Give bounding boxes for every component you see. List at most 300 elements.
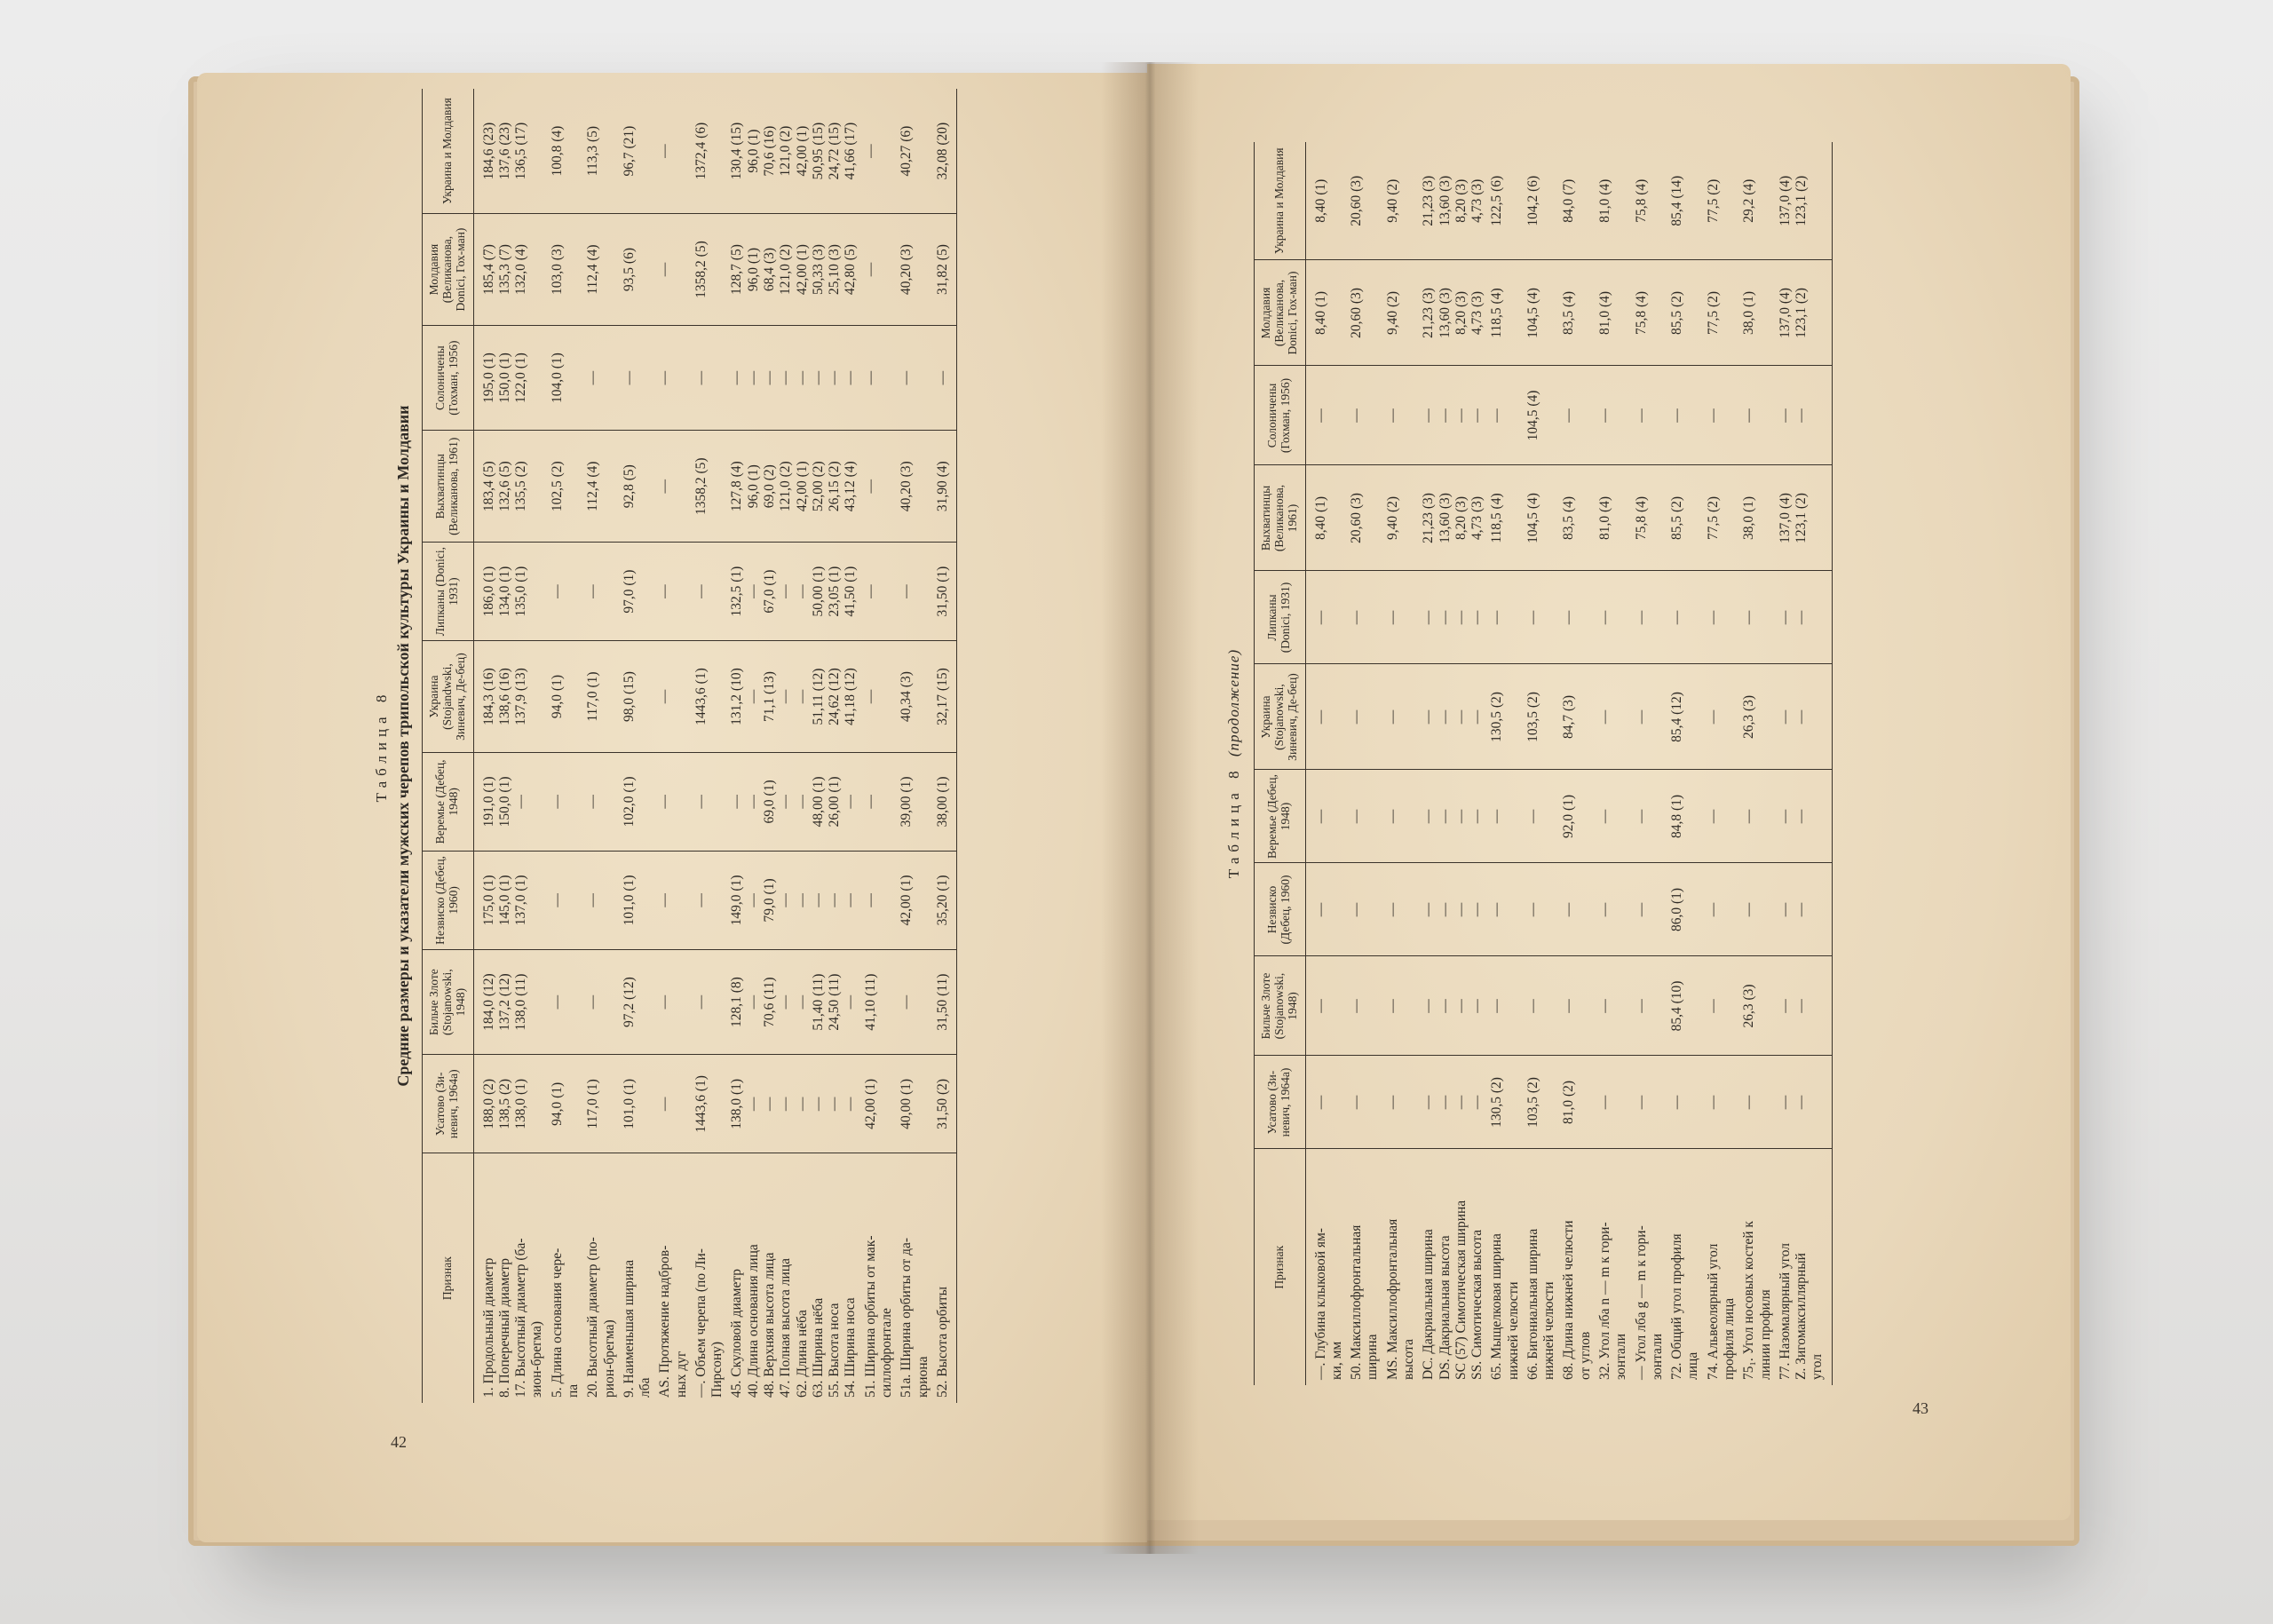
value-cell: —	[897, 543, 933, 641]
value-cell: 103,5 (2)	[1524, 664, 1560, 770]
feature-name-cell: — Угол лба g — m к гори- зонтали	[1633, 1225, 1665, 1380]
value-cell: —	[1487, 366, 1524, 465]
table-row	[692, 89, 728, 1403]
value-cell: 31,82 (5)	[933, 214, 957, 326]
value-cell: 98,0 (15)	[620, 641, 656, 753]
value-cell: 101,0 (1)	[620, 1055, 656, 1153]
value-cell: 184,3 (16) 138,6 (16) 137,9 (13)	[473, 641, 548, 753]
value-cell: 112,4 (4)	[583, 214, 620, 326]
value-cell: 39,00 (1)	[897, 752, 933, 851]
value-cell: —	[655, 325, 692, 430]
value-cell: 132,5 (1) — 67,0 (1) — — 50,00 (1) 23,05 (1) 41,50 (1)	[727, 543, 860, 641]
feature-name-cell: 50. Максиллофронтальная ширина	[1349, 1224, 1381, 1380]
value-cell: 81,0 (2)	[1559, 1056, 1596, 1149]
value-cell: —	[1704, 571, 1740, 664]
value-cell: —	[1596, 571, 1632, 664]
feature-name-cell: 20. Высотный диаметр (по- рион-брегма)	[585, 1237, 617, 1398]
value-cell: 137,0 (4) 123,1 (2)	[1776, 260, 1832, 366]
feature-name-cell: 74. Альвеолярный угол профиля лица	[1705, 1243, 1737, 1380]
value-cell: 85,4 (10)	[1667, 956, 1704, 1056]
left-page-content	[373, 89, 1101, 1403]
value-cell: —	[1596, 956, 1632, 1056]
column-header-sample: Липканы (Donici, 1931)	[423, 543, 474, 641]
column-header-sample: Усатово (Зи-невич, 1964а)	[1255, 1056, 1306, 1149]
feature-name-cell: 68. Длина нижней челюсти от углов	[1561, 1220, 1593, 1380]
value-cell: — —	[1776, 863, 1832, 956]
value-cell: 130,4 (15) 96,0 (1) 70,6 (16) 121,0 (2) 42,00 (1) 50,95 (15) 24,72 (15) 41,66 (17)	[727, 89, 860, 214]
table-row	[933, 89, 957, 1403]
value-cell: —	[1596, 863, 1632, 956]
value-cell: 128,7 (5) 96,0 (1) 68,4 (3) 121,0 (2) 42,00 (1) 50,33 (3) 25,10 (3) 42,80 (5)	[727, 214, 860, 326]
value-cell: 92,8 (5)	[620, 431, 656, 543]
value-cell: —	[1347, 770, 1383, 863]
value-cell: —	[1305, 770, 1347, 863]
table-header-row	[423, 89, 474, 1403]
value-cell: 8,40 (1)	[1305, 465, 1347, 571]
value-cell: —	[1383, 664, 1420, 770]
value-cell: —	[655, 752, 692, 851]
column-header-sample: Молдавия (Великанова, Donici, Гох-ман)	[423, 214, 474, 326]
left-page-number: 42	[391, 1433, 407, 1451]
value-cell: —	[655, 214, 692, 326]
value-cell: —	[1383, 571, 1420, 664]
table-row	[861, 89, 898, 1403]
value-cell: —	[1347, 664, 1383, 770]
value-cell: 1443,6 (1)	[692, 641, 728, 753]
value-cell: —	[548, 851, 584, 949]
value-cell: —	[1347, 571, 1383, 664]
column-header-sample: Незвиско (Дебец, 1960)	[423, 851, 474, 949]
value-cell: 94,0 (1)	[548, 641, 584, 753]
value-cell: —	[1704, 956, 1740, 1056]
value-cell: —	[861, 89, 898, 214]
value-cell: —	[861, 214, 898, 326]
value-cell: — — — —	[1419, 1056, 1487, 1149]
value-cell: 26,3 (3)	[1739, 956, 1776, 1056]
column-header-sample: Незвиско (Дебец, 1960)	[1255, 863, 1306, 956]
value-cell: 81,0 (4)	[1596, 142, 1632, 260]
value-cell: —	[1305, 956, 1347, 1056]
value-cell: 130,5 (2)	[1487, 664, 1524, 770]
value-cell: —	[1739, 770, 1776, 863]
value-cell: — — 69,0 (1) — — 48,00 (1) 26,00 (1) —	[727, 752, 860, 851]
value-cell: —	[692, 752, 728, 851]
table-caption-text: Таблица 8	[1225, 765, 1242, 879]
value-cell: 1358,2 (5)	[692, 431, 728, 543]
value-cell: 20,60 (3)	[1347, 260, 1383, 366]
value-cell: — — — —	[1419, 770, 1487, 863]
value-cell: 100,8 (4)	[548, 89, 584, 214]
value-cell: 186,0 (1) 134,0 (1) 135,0 (1)	[473, 543, 548, 641]
value-cell: 38,0 (1)	[1739, 260, 1776, 366]
value-cell: 77,5 (2)	[1704, 465, 1740, 571]
value-cell: — — — —	[1419, 571, 1487, 664]
value-cell: —	[655, 543, 692, 641]
value-cell: 104,5 (4)	[1524, 366, 1560, 465]
value-cell: —	[1383, 770, 1420, 863]
value-cell: 84,8 (1)	[1667, 770, 1704, 863]
table-title: Средние размеры и указатели мужских черепов трипольской культуры Украины и Молдавии	[394, 405, 412, 1087]
value-cell: 29,2 (4)	[1739, 142, 1776, 260]
value-cell: 75,8 (4)	[1632, 142, 1668, 260]
right-page-content	[1225, 142, 1927, 1385]
table-caption: Таблица 8	[373, 689, 390, 803]
value-cell: —	[583, 851, 620, 949]
value-cell: 31,50 (11)	[933, 949, 957, 1054]
value-cell: —	[1524, 956, 1560, 1056]
value-cell: 103,0 (3)	[548, 214, 584, 326]
column-header-sample: Украина (Stojandwski, Зиневич, Де-бец)	[423, 641, 474, 753]
value-cell: — —	[1776, 366, 1832, 465]
value-cell: —	[933, 325, 957, 430]
value-cell: —	[1524, 770, 1560, 863]
value-cell: —	[861, 543, 898, 641]
value-cell: 103,5 (2)	[1524, 1056, 1560, 1149]
value-cell: 85,4 (14)	[1667, 142, 1704, 260]
value-cell: 85,5 (2)	[1667, 260, 1704, 366]
value-cell: —	[1487, 956, 1524, 1056]
value-cell: —	[861, 851, 898, 949]
value-cell: 104,2 (6)	[1524, 142, 1560, 260]
value-cell: 38,0 (1)	[1739, 465, 1776, 571]
value-cell: —	[583, 325, 620, 430]
table-row	[1305, 142, 1347, 1385]
table-row	[1487, 142, 1524, 1385]
measurements-table	[422, 89, 957, 1403]
value-cell: —	[1596, 664, 1632, 770]
value-cell: — — — —	[1419, 863, 1487, 956]
table-row	[655, 89, 692, 1403]
value-cell: —	[1487, 770, 1524, 863]
feature-name-cell: —. Объем черепа (по Ли- Пирсону)	[693, 1248, 725, 1398]
value-cell: —	[861, 325, 898, 430]
value-cell: 42,00 (1)	[897, 851, 933, 949]
value-cell: —	[1632, 1056, 1668, 1149]
value-cell: —	[1305, 863, 1347, 956]
value-cell: —	[548, 543, 584, 641]
value-cell: — —	[1776, 664, 1832, 770]
value-cell: 42,00 (1)	[861, 1055, 898, 1153]
table-caption	[1225, 142, 1243, 1385]
table-row	[1524, 142, 1560, 1385]
value-cell: 40,20 (3)	[897, 214, 933, 326]
value-cell: 21,23 (3) 13,60 (3) 8,20 (3) 4,73 (3)	[1419, 465, 1487, 571]
value-cell: 96,7 (21)	[620, 89, 656, 214]
feature-name-cell: 52. Высота орбиты	[933, 1153, 957, 1403]
value-cell: 1372,4 (6)	[692, 89, 728, 214]
value-cell: —	[1632, 863, 1668, 956]
feature-name-cell: AS. Протяжение надбров- ных дуг	[657, 1245, 689, 1398]
value-cell: 77,5 (2)	[1704, 260, 1740, 366]
measurements-table-continued	[1254, 142, 1833, 1385]
value-cell: 118,5 (4)	[1487, 260, 1524, 366]
value-cell: —	[1347, 956, 1383, 1056]
value-cell: —	[1704, 664, 1740, 770]
feature-name-cell: 72. Общий угол профиля лица	[1669, 1233, 1701, 1380]
feature-name-cell: 51. Ширина орбиты от мак- силлофронтале	[862, 1235, 894, 1398]
value-cell: 137,0 (4) 123,1 (2)	[1776, 465, 1832, 571]
value-cell: —	[655, 1055, 692, 1153]
value-cell: —	[1305, 664, 1347, 770]
value-cell: —	[1632, 956, 1668, 1056]
value-cell: —	[1347, 1056, 1383, 1149]
value-cell: 83,5 (4)	[1559, 465, 1596, 571]
value-cell: —	[1704, 366, 1740, 465]
value-cell: 1443,6 (1)	[692, 1055, 728, 1153]
value-cell: 175,0 (1) 145,0 (1) 137,0 (1)	[473, 851, 548, 949]
value-cell: 183,4 (5) 132,6 (5) 135,5 (2)	[473, 431, 548, 543]
value-cell: —	[692, 543, 728, 641]
value-cell: —	[1383, 863, 1420, 956]
feature-name-cell: 45. Скуловой диаметр 40. Длина основания лица 48. Верхняя высота лица 47. Полная высота лица 62. Длина нёба 63. Ширина нёба 55. Высота носа 54. Ширина носа	[729, 1244, 859, 1398]
value-cell: —	[620, 325, 656, 430]
column-header-sample: Молдавия (Великанова, Donici, Гох-ман)	[1255, 260, 1306, 366]
value-cell: —	[1559, 863, 1596, 956]
value-cell: 118,5 (4)	[1487, 465, 1524, 571]
table-row	[1559, 142, 1596, 1385]
column-header-sample: Бильче Злоте (Stojanowski, 1948)	[423, 949, 474, 1054]
column-header-sample: Украина (Stojanowski, Зиневич, Де-бец)	[1255, 664, 1306, 770]
value-cell: —	[583, 949, 620, 1054]
value-cell: 40,00 (1)	[897, 1055, 933, 1153]
value-cell: 20,60 (3)	[1347, 142, 1383, 260]
value-cell: —	[1632, 366, 1668, 465]
column-header-sample: Солоничены (Гохман, 1956)	[1255, 366, 1306, 465]
column-header-sample: Усатово (Зи-невич, 1964а)	[423, 1055, 474, 1153]
value-cell: 117,0 (1)	[583, 641, 620, 753]
value-cell: 138,0 (1) — — — — — — —	[727, 1055, 860, 1153]
value-cell: —	[655, 89, 692, 214]
value-cell: — — — — — — — —	[727, 325, 860, 430]
value-cell: —	[1383, 1056, 1420, 1149]
value-cell: —	[548, 949, 584, 1054]
value-cell: 1358,2 (5)	[692, 214, 728, 326]
value-cell: 130,5 (2)	[1487, 1056, 1524, 1149]
table-row	[1632, 142, 1668, 1385]
value-cell: 102,0 (1)	[620, 752, 656, 851]
value-cell: —	[583, 543, 620, 641]
value-cell: —	[1667, 571, 1704, 664]
value-cell: —	[655, 851, 692, 949]
table-row	[1704, 142, 1740, 1385]
table-row	[1419, 142, 1487, 1385]
value-cell: —	[655, 949, 692, 1054]
value-cell: —	[1704, 770, 1740, 863]
value-cell: 20,60 (3)	[1347, 465, 1383, 571]
value-cell: 86,0 (1)	[1667, 863, 1704, 956]
value-cell: —	[861, 431, 898, 543]
value-cell: 21,23 (3) 13,60 (3) 8,20 (3) 4,73 (3)	[1419, 142, 1487, 260]
value-cell: 40,34 (3)	[897, 641, 933, 753]
value-cell: 184,0 (12) 137,2 (12) 138,0 (11)	[473, 949, 548, 1054]
value-cell: 85,4 (12)	[1667, 664, 1704, 770]
table-caption-note: (продолжение)	[1225, 648, 1242, 757]
value-cell: 184,6 (23) 137,6 (23) 136,5 (17)	[473, 89, 548, 214]
column-header-feature: Признак	[1255, 1149, 1306, 1385]
feature-name-cell: 77. Назомалярный угол Z. Зигомаксиллярный угол	[1776, 1149, 1832, 1385]
table-row	[473, 89, 548, 1403]
feature-name-cell: 1. Продольный диаметр 8. Поперечный диаметр 17. Высотный диаметр (ба- зион-брегма)	[480, 1238, 545, 1398]
value-cell: —	[1347, 366, 1383, 465]
value-cell: —	[1632, 770, 1668, 863]
value-cell: 93,5 (6)	[620, 214, 656, 326]
value-cell: —	[1667, 366, 1704, 465]
right-page-number: 43	[1913, 1399, 1928, 1417]
value-cell: —	[548, 752, 584, 851]
value-cell: —	[583, 752, 620, 851]
value-cell: 41,10 (11)	[861, 949, 898, 1054]
value-cell: 31,50 (1)	[933, 543, 957, 641]
feature-name-cell: 66. Бигониальная ширина нижней челюсти	[1525, 1228, 1557, 1380]
value-cell: 35,20 (1)	[933, 851, 957, 949]
value-cell: 84,0 (7)	[1559, 142, 1596, 260]
value-cell: — —	[1776, 956, 1832, 1056]
feature-name-cell: 75₁. Угол носовых костей к линии профиля	[1741, 1221, 1773, 1380]
column-header-sample: Выхватинцы (Великанова, 1961)	[423, 431, 474, 543]
value-cell: — —	[1776, 571, 1832, 664]
value-cell: 127,8 (4) 96,0 (1) 69,0 (2) 121,0 (2) 42,00 (1) 52,00 (2) 26,15 (2) 43,12 (4)	[727, 431, 860, 543]
value-cell: —	[1383, 366, 1420, 465]
value-cell: 117,0 (1)	[583, 1055, 620, 1153]
value-cell: 75,8 (4)	[1632, 465, 1668, 571]
value-cell: 137,0 (4) 123,1 (2)	[1776, 142, 1832, 260]
value-cell: —	[1347, 863, 1383, 956]
feature-name-cell: 5. Длина основания чере- па	[549, 1248, 581, 1398]
value-cell: —	[1305, 571, 1347, 664]
column-header-sample: Солоничены (Гохман, 1956)	[423, 325, 474, 430]
value-cell: 81,0 (4)	[1596, 465, 1632, 571]
table-row	[1347, 142, 1383, 1385]
feature-name-cell: DC. Дакриальная ширина DS. Дакриальная высота SC (57) Симотическая ширина SS. Симотическая высота	[1421, 1200, 1485, 1380]
value-cell: —	[1559, 956, 1596, 1056]
feature-name-cell: 65. Мыщелковая ширина нижней челюсти	[1489, 1233, 1521, 1380]
value-cell: 104,5 (4)	[1524, 465, 1560, 571]
value-cell: 195,0 (1) 150,0 (1) 122,0 (1)	[473, 325, 548, 430]
value-cell: —	[1739, 863, 1776, 956]
value-cell: 77,5 (2)	[1704, 142, 1740, 260]
value-cell: —	[1739, 571, 1776, 664]
value-cell: 31,90 (4)	[933, 431, 957, 543]
value-cell: 85,5 (2)	[1667, 465, 1704, 571]
value-cell: 40,27 (6)	[897, 89, 933, 214]
value-cell: —	[1632, 571, 1668, 664]
table-header-row	[1255, 142, 1306, 1385]
value-cell: 9,40 (2)	[1383, 465, 1420, 571]
value-cell: 9,40 (2)	[1383, 142, 1420, 260]
column-header-sample: Украина и Молдавия	[1255, 142, 1306, 260]
table-row	[1596, 142, 1632, 1385]
table-row	[1739, 142, 1776, 1385]
value-cell: —	[1559, 366, 1596, 465]
value-cell: 188,0 (2) 138,5 (2) 138,0 (1)	[473, 1055, 548, 1153]
feature-name-cell: 51а. Ширина орбиты от да- криона	[899, 1237, 931, 1398]
value-cell: —	[861, 752, 898, 851]
table-row	[1776, 142, 1832, 1385]
value-cell: —	[1596, 1056, 1632, 1149]
value-cell: —	[655, 641, 692, 753]
value-cell: 26,3 (3)	[1739, 664, 1776, 770]
value-cell: 112,4 (4)	[583, 431, 620, 543]
column-header-sample: Украина и Молдавия	[423, 89, 474, 214]
value-cell: 97,0 (1)	[620, 543, 656, 641]
table-row	[1383, 142, 1420, 1385]
value-cell: —	[692, 851, 728, 949]
value-cell: 32,08 (20)	[933, 89, 957, 214]
value-cell: —	[1305, 366, 1347, 465]
column-header-sample: Веремье (Дебец, 1948)	[1255, 770, 1306, 863]
value-cell: 40,20 (3)	[897, 431, 933, 543]
value-cell: 101,0 (1)	[620, 851, 656, 949]
value-cell: 8,40 (1)	[1305, 142, 1347, 260]
value-cell: — —	[1776, 770, 1832, 863]
value-cell: 104,5 (4)	[1524, 260, 1560, 366]
value-cell: —	[692, 325, 728, 430]
column-header-sample: Бильче Злоте (Stojanowski, 1948)	[1255, 956, 1306, 1056]
table-row	[548, 89, 584, 1403]
value-cell: —	[1704, 863, 1740, 956]
value-cell: 38,00 (1)	[933, 752, 957, 851]
column-header-sample: Липканы (Donici, 1931)	[1255, 571, 1306, 664]
feature-name-cell: MS. Максиллофронтальная высота	[1384, 1218, 1416, 1380]
value-cell: — — — —	[1419, 956, 1487, 1056]
value-cell: 97,2 (12)	[620, 949, 656, 1054]
value-cell: 131,2 (10) — 71,1 (13) — — 51,11 (12) 24,62 (12) 41,18 (12)	[727, 641, 860, 753]
value-cell: 191,0 (1) 150,0 (1) —	[473, 752, 548, 851]
value-cell: —	[1596, 366, 1632, 465]
feature-name-cell: —. Глубина клыковой ям- ки, мм	[1312, 1228, 1344, 1380]
value-cell: 84,7 (3)	[1559, 664, 1596, 770]
value-cell: —	[1739, 1056, 1776, 1149]
value-cell: —	[897, 949, 933, 1054]
feature-name-cell: 32. Угол лба n — m к гори- зонтали	[1597, 1222, 1629, 1380]
value-cell: — — — —	[1419, 366, 1487, 465]
value-cell: 122,5 (6)	[1487, 142, 1524, 260]
value-cell: —	[1596, 770, 1632, 863]
value-cell: 104,0 (1)	[548, 325, 584, 430]
value-cell: 113,3 (5)	[583, 89, 620, 214]
column-header-sample: Выхватинцы (Великанова, 1961)	[1255, 465, 1306, 571]
value-cell: —	[655, 431, 692, 543]
value-cell: 9,40 (2)	[1383, 260, 1420, 366]
value-cell: —	[1524, 863, 1560, 956]
column-header-feature: Признак	[423, 1153, 474, 1403]
column-header-sample: Веремье (Дебец, 1948)	[423, 752, 474, 851]
value-cell: 149,0 (1) — 79,0 (1) — — — — —	[727, 851, 860, 949]
value-cell: —	[1704, 1056, 1740, 1149]
value-cell: —	[1383, 956, 1420, 1056]
value-cell: 102,5 (2)	[548, 431, 584, 543]
value-cell: —	[1739, 366, 1776, 465]
table-row	[620, 89, 656, 1403]
value-cell: 92,0 (1)	[1559, 770, 1596, 863]
value-cell: 81,0 (4)	[1596, 260, 1632, 366]
value-cell: —	[1487, 863, 1524, 956]
value-cell: — — — —	[1419, 664, 1487, 770]
value-cell: 31,50 (2)	[933, 1055, 957, 1153]
value-cell: —	[1487, 571, 1524, 664]
value-cell: 128,1 (8) — 70,6 (11) — — 51,40 (11) 24,50 (11) —	[727, 949, 860, 1054]
value-cell: 8,40 (1)	[1305, 260, 1347, 366]
table-row	[897, 89, 933, 1403]
feature-name-cell: 9. Наименьшая ширина лба	[621, 1259, 653, 1398]
value-cell: 94,0 (1)	[548, 1055, 584, 1153]
table-row	[583, 89, 620, 1403]
table-row	[1667, 142, 1704, 1385]
value-cell: —	[861, 641, 898, 753]
table-row	[727, 89, 860, 1403]
value-cell: —	[1632, 664, 1668, 770]
value-cell: 83,5 (4)	[1559, 260, 1596, 366]
